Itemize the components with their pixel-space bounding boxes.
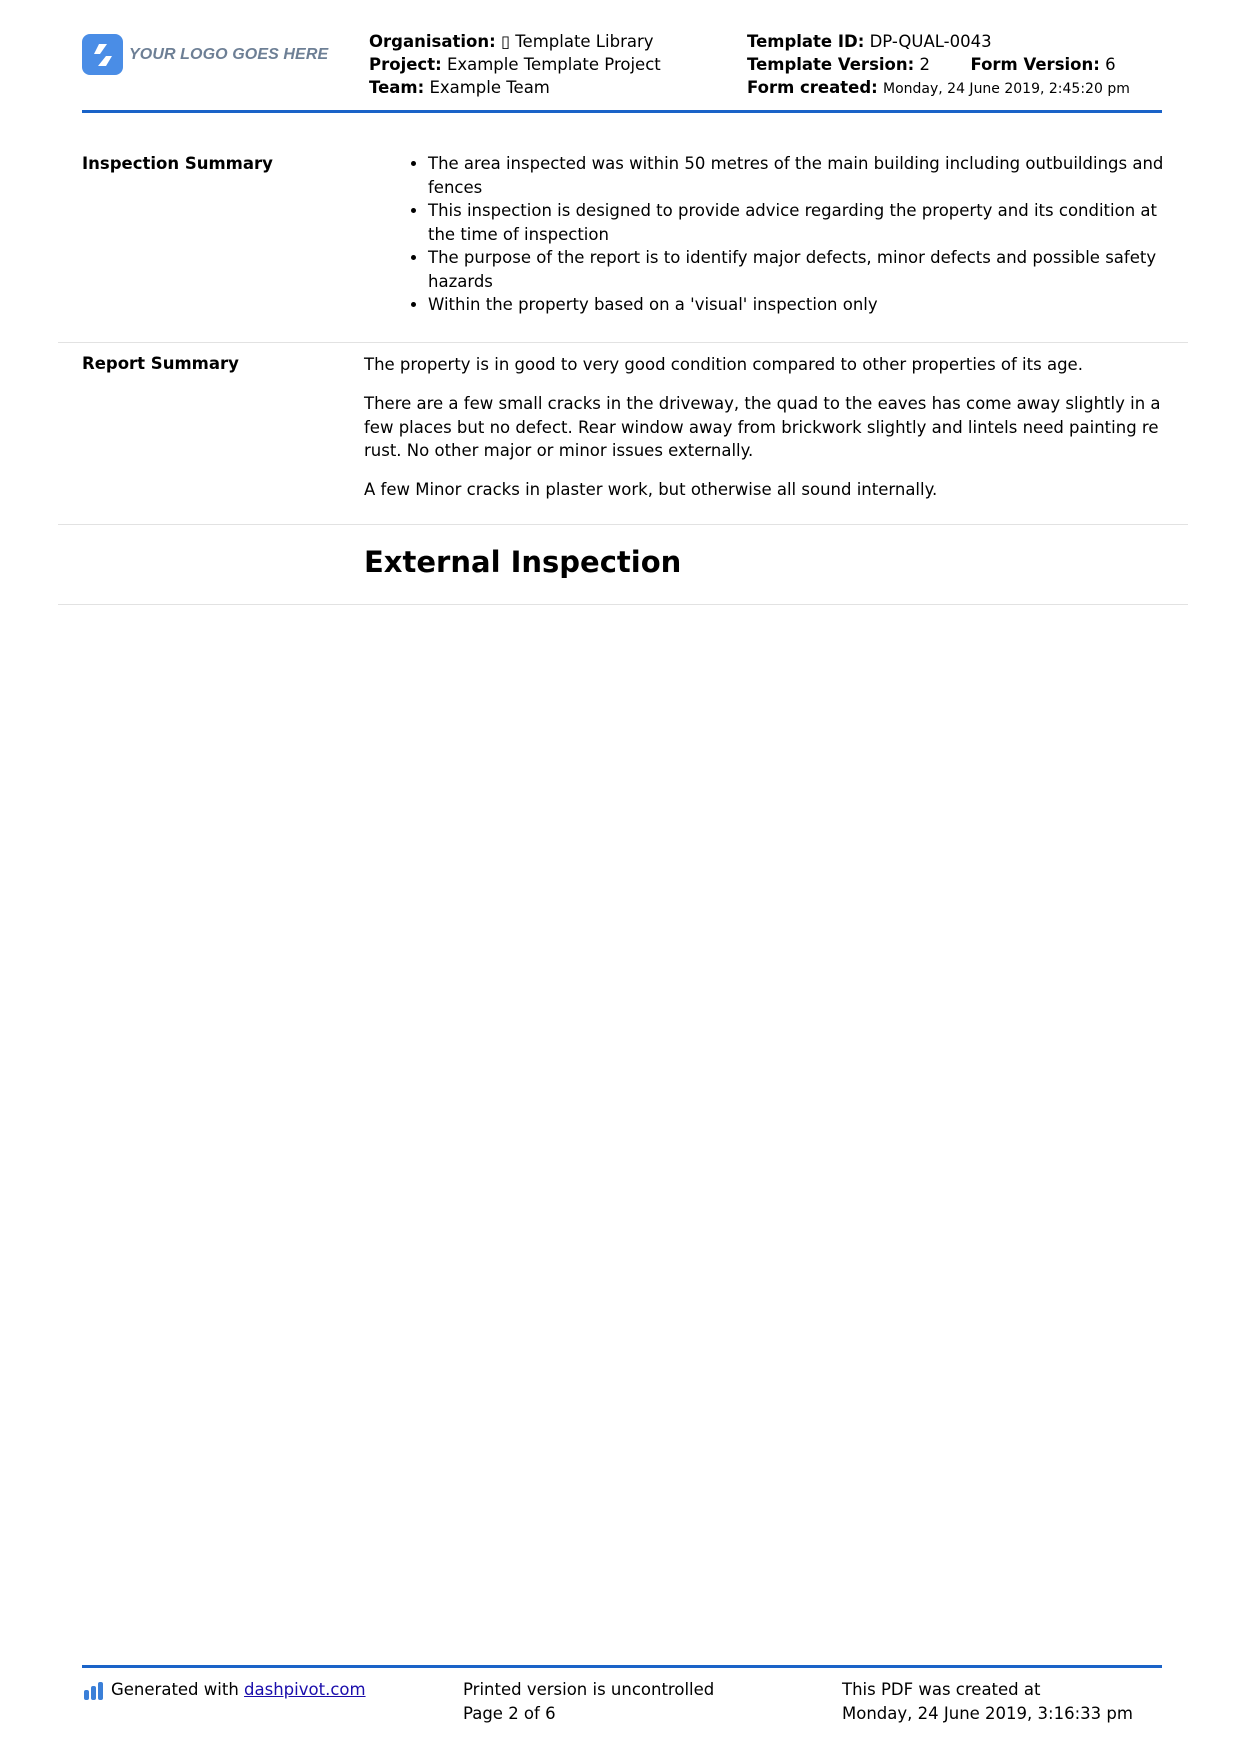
form-version-label: Form Version: [970,55,1100,74]
team-row [369,76,661,99]
footer-generated [84,1678,366,1702]
logo-mark-icon [82,34,123,75]
form-created-label: Form created: [747,78,878,97]
report-paragraph: A few Minor cracks in plaster work, but otherwise all sound internally. [364,480,938,499]
project-row [369,53,661,76]
inspection-summary-list [364,152,1164,317]
organisation-value: ▯ Template Library [500,32,654,51]
organisation-row [369,30,661,53]
list-item: • The purpose of the report is to identify major defects, minor defects and possible safety hazards [428,246,1164,293]
list-item: • The area inspected was within 50 metres of the main building including outbuildings and fences [428,152,1164,199]
template-id-value: DP-QUAL-0043 [869,32,992,51]
organisation-label: Organisation: [369,32,496,51]
generated-text [111,1678,366,1702]
list-item: • This inspection is designed to provide advice regarding the property and its condition at the time of inspection [428,199,1164,246]
project-value: Example Template Project [446,55,661,74]
header-meta-left [369,30,661,99]
uncontrolled-notice: Printed version is uncontrolled [463,1680,715,1699]
created-line-2: Monday, 24 June 2019, 3:16:33 pm [842,1703,1133,1723]
logo-text: YOUR LOGO GOES HERE [129,45,329,63]
inspection-summary-label: Inspection Summary [82,154,273,173]
footer-created-info [842,1678,1133,1725]
template-version-label: Template Version: [747,55,915,74]
team-label: Team: [369,78,425,97]
header-meta-right [747,30,1130,101]
template-id-label: Template ID: [747,32,865,51]
team-value: Example Team [429,78,550,97]
generated-prefix: Generated with [111,1680,239,1699]
report-paragraph: The property is in good to very good condition compared to other properties of its age. [364,355,1083,374]
project-label: Project: [369,55,442,74]
report-summary-label: Report Summary [82,354,239,373]
footer-control-info [463,1678,714,1725]
report-summary-content [364,353,1164,517]
external-inspection-heading: External Inspection [364,545,682,579]
report-paragraph: There are a few small cracks in the driveway, the quad to the eaves has come away slightly in a few places but no defect. Rear window away from brickwork slightly and lintels need painting re rust. No other major or minor issues externally. [364,394,1161,460]
dashpivot-bars-icon [84,1682,103,1700]
document-header [82,30,1162,110]
template-id-row [747,30,1130,53]
dashpivot-link[interactable]: dashpivot.com [244,1680,366,1699]
version-row [747,53,1130,76]
external-inspection-section [58,525,1188,605]
form-created-value: Monday, 24 June 2019, 2:45:20 pm [883,81,1130,97]
inspection-summary-content [364,152,1164,317]
page-number: Page 2 of 6 [463,1703,556,1723]
company-logo [82,34,328,75]
created-line-1: This PDF was created at [842,1680,1041,1699]
footer-divider [82,1665,1162,1668]
form-version-value: 6 [1105,55,1116,74]
inspection-summary-section [58,140,1188,343]
template-version-value: 2 [919,55,930,74]
form-created-row [747,76,1130,101]
header-divider [82,110,1162,113]
list-item: • Within the property based on a 'visual' inspection only [428,293,1164,317]
report-summary-section [58,343,1188,525]
